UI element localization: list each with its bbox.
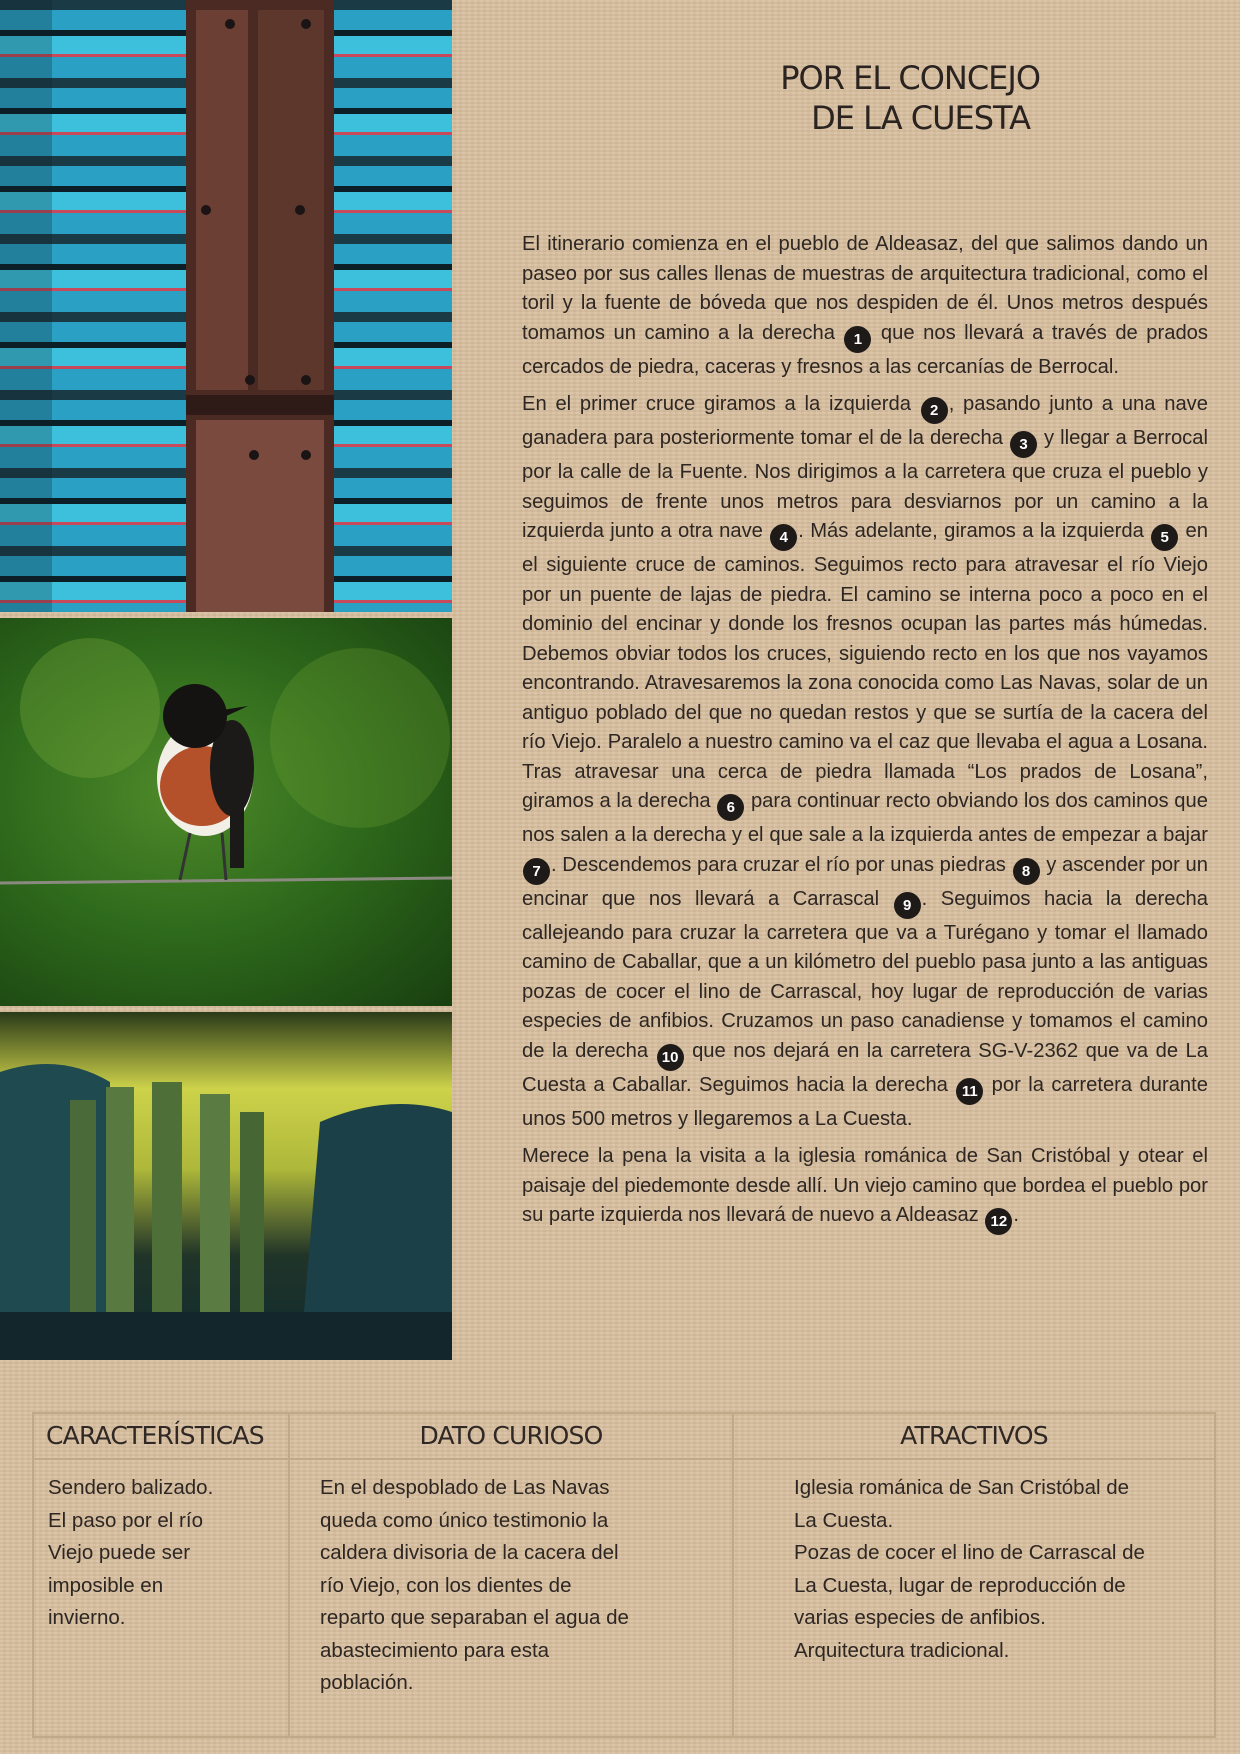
paragraph-text: . Descendemos para cruzar el río por unas piedras [551,853,1012,876]
caracteristicas-line: Sendero balizado. [48,1476,214,1499]
caracteristicas-line: Viejo puede ser [48,1541,191,1564]
dato-curioso-line: reparto que separaban el agua de [320,1606,629,1629]
paragraph-text: que nos llevará a través de prados cercados de piedra, caceras y fresnos a las cercanías de Berrocal. [522,321,1208,378]
waypoint-marker: 5 [1151,524,1178,551]
info-table [32,1412,1216,1738]
atractivos-line: La Cuesta. [794,1508,894,1532]
paragraph-text: Merece la pena la visita a la iglesia románica de San Cristóbal y otear el paisaje del piedemonte desde allí. Un viejo camino que bordea el pueblo por su parte izquierda nos llevará de nuevo a Aldeasaz [522,1145,1208,1226]
paragraph-text: por la carretera durante unos 500 metros y llegaremos a La Cuesta. [522,1073,1208,1130]
waypoint-marker: 9 [894,892,921,919]
dato-curioso-text [290,1460,732,1700]
stone-fence-photo [0,1012,452,1360]
title-line-2: DE LA CUESTA [811,99,1030,137]
waypoint-marker: 10 [657,1044,684,1071]
dato-curioso-line: queda como único testimonio la [320,1508,609,1532]
paragraph-text: En el primer cruce giramos a la izquierda [522,393,920,415]
paragraph [522,230,1208,382]
atractivos-line: Arquitectura tradicional. [794,1638,1010,1662]
atractivos-line: La Cuesta, lugar de reproducción de [794,1573,1126,1597]
page-title [620,58,1040,138]
paragraph-text: . Seguimos hacia la derecha callejeando para cruzar la carretera que va a Turégano y tomar el llamado camino de Caballar, que a un kilómetro del pueblo pasa junto a las antiguas pozas de cocer el lino de Carrascal, hoy lugar de reproducción de varias especies de anfibios. Cruzamos un paso canadiense y tomamos el camino de la derecha [522,887,1208,1062]
caracteristicas-line: El paso por el río [48,1508,203,1532]
paragraph-text: El itinerario comienza en el pueblo de Aldeasaz, del que salimos dando un paseo por sus calles llenas de muestras de arquitectura tradicional, como el toril y la fuente de bóveda que nos despiden de él. Unos metros después tomamos un camino a la derecha [522,233,1208,344]
paragraph [522,390,1208,1134]
atractivos-line: Pozas de cocer el lino de Carrascal de [794,1541,1145,1564]
caracteristicas-text [34,1460,288,1635]
paragraph-text: y llegar a Berrocal por la calle de la Fuente. Nos dirigimos a la carretera que cruza el pueblo y seguimos de frente unos metros para desviarnos por un camino a la izquierda junto a otra nave [522,427,1208,542]
atractivos-text [734,1460,1214,1667]
atractivos-column [734,1414,1214,1736]
waypoint-marker: 7 [523,858,550,885]
paragraph-text: para continuar recto obviando los dos caminos que nos salen a la derecha y el que sale a la izquierda antes de empezar a bajar [522,790,1208,846]
waypoint-marker: 3 [1010,431,1037,458]
paragraph-text: en el siguiente cruce de caminos. Seguimos recto para atravesar el río Viejo por un puente de lajas de piedra. El camino se interna poco a poco en el dominio del encinar y donde los fresnos ocupan las partes más húmedas. Debemos obviar todos los cruces, siguiendo recto en los que nos vayamos encontrando. Atravesaremos la zona conocida como Las Navas, solar de un antiguo poblado del que no quedan restos y que se surtía de la cacera del río Viejo. Paralelo a nuestro camino va el caz que llevaba el agua a Losana. Tras atravesar una cerca de piedra llamada “Los prados de Losana”, giramos a la derecha [522,520,1208,812]
dato-curioso-line: río Viejo, con los dientes de [320,1573,572,1597]
waypoint-marker: 11 [956,1078,983,1105]
waypoint-marker: 8 [1013,858,1040,885]
waypoint-marker: 6 [717,794,744,821]
caracteristicas-line: imposible en [48,1573,164,1597]
paragraph-text: . Más adelante, giramos a la izquierda [798,520,1151,542]
waypoint-marker: 1 [844,326,871,353]
textile-door-photo [0,0,452,612]
paragraph-text: que nos dejará en la carretera SG-V-2362 que va de La Cuesta a Caballar. Seguimos hacia la derecha [522,1039,1208,1096]
dato-curioso-line: población. [320,1671,414,1694]
atractivos-line: varias especies de anfibios. [794,1606,1046,1629]
bird-on-wire-photo [0,618,452,1006]
caracteristicas-column [34,1414,290,1736]
caracteristicas-line: invierno. [48,1606,126,1629]
dato-curioso-column [290,1414,734,1736]
atractivos-heading: ATRACTIVOS [734,1414,1214,1460]
waypoint-marker: 2 [921,397,948,424]
title-line-1: POR EL CONCEJO [780,59,1040,97]
paragraph-text: . [1013,1204,1019,1226]
dato-curioso-heading: DATO CURIOSO [290,1414,732,1460]
atractivos-line: Iglesia románica de San Cristóbal de [794,1476,1130,1499]
paragraph-text: , pasando junto a una nave ganadera para posteriormente tomar el de la derecha [522,393,1208,449]
dato-curioso-line: abastecimiento para esta [320,1638,550,1662]
waypoint-marker: 4 [770,524,797,551]
dato-curioso-line: caldera divisoria de la cacera del [320,1541,619,1564]
dato-curioso-line: En el despoblado de Las Navas [320,1476,610,1499]
paragraph [522,1142,1208,1235]
waypoint-marker: 12 [985,1208,1012,1235]
caracteristicas-heading: CARACTERÍSTICAS [34,1414,288,1460]
paragraph-text: y ascender por un encinar que nos llevará a Carrascal [522,853,1208,910]
route-description [522,230,1208,1243]
